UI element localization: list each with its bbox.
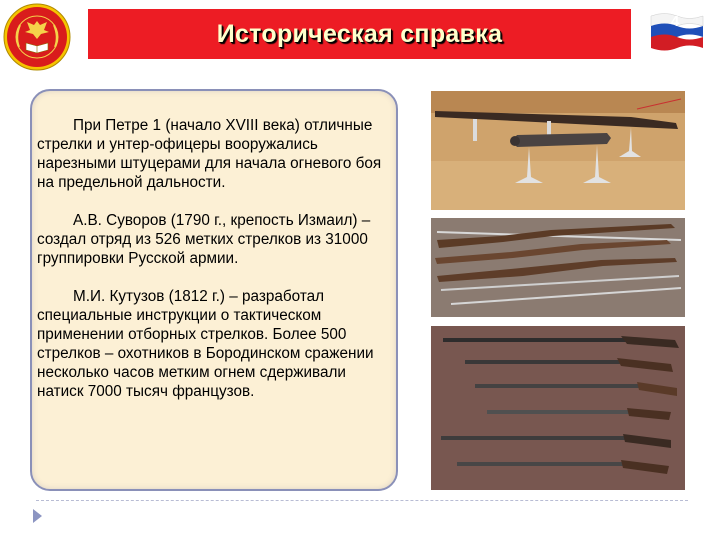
historical-text — [37, 116, 392, 420]
photo-muskets-case — [431, 218, 685, 317]
military-emblem-icon — [3, 3, 71, 71]
title-banner — [88, 9, 631, 59]
footer-divider — [36, 500, 688, 501]
next-slide-arrow-icon[interactable] — [33, 509, 42, 523]
photo-cannon-rifle — [431, 91, 685, 210]
paragraph-peter: При Петре 1 (начало XVIII века) отличные стрелки и унтер-офицеры вооружались нарезными штуцерами для начала огневого боя на предельной дальности. — [37, 117, 382, 191]
photo-rifles-display — [431, 326, 685, 490]
paragraph-suvorov: А.В. Суворов (1790 г., крепость Измаил) – создал отряд из 526 метких стрелков из 31000 группировки Русской армии. — [37, 212, 371, 267]
page-title: Историческая справка — [216, 19, 503, 48]
slide-number: 4 — [670, 13, 680, 30]
paragraph-kutuzov: М.И. Кутузов (1812 г.) – разработал специальные инструкции о тактическом применении отборных стрелков. Более 500 стрелков – охотников в Бородинском сражении несколько часов метким огнем сдерживали натиск 7000 тысяч французов. — [37, 288, 374, 400]
